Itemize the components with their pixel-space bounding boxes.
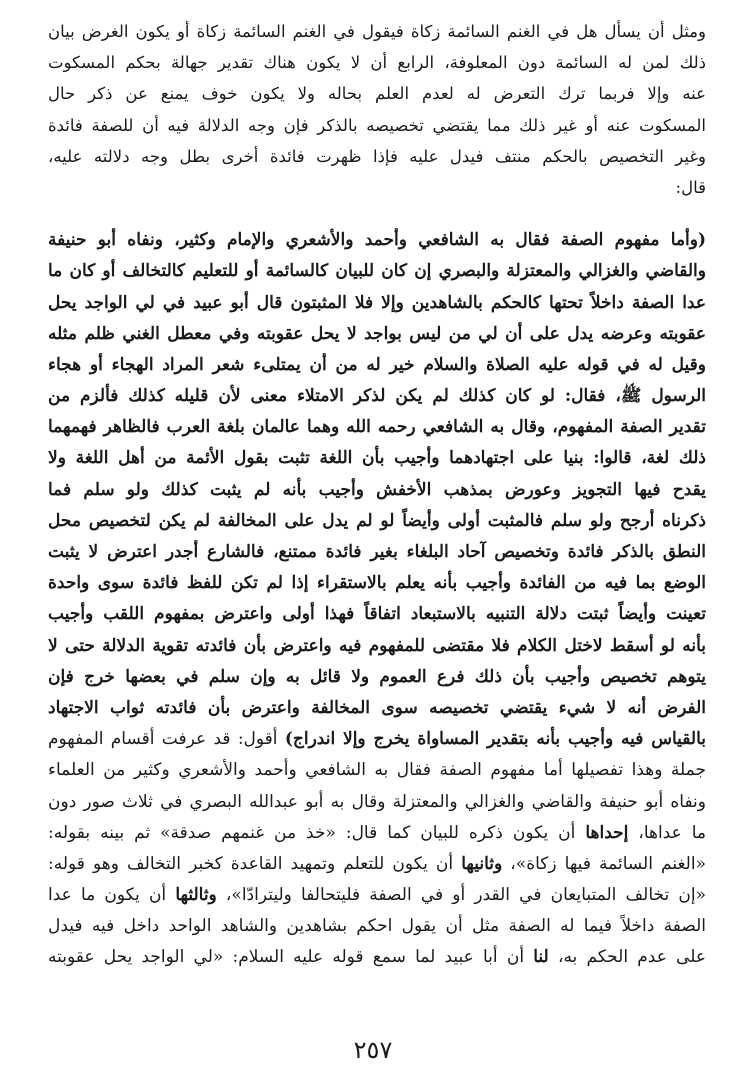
- matn-line: عقوبته وعرضه يدل على أن لي من ليس بواجد لا يحل عقوبته وفي معطل الغني ظلم مثله: [48, 323, 706, 344]
- matn-line: والقاضي والغزالي والمعتزلة والبصري إن كان للبيان كالسائمة أو للتعليم كالتخالف أو كان ما: [48, 261, 706, 282]
- commentary-line: [48, 849, 706, 880]
- commentary-text: أن يكون ذكره للبيان كما قال: «خذ من غنمهم صدقة» ثم بينه بقوله:: [48, 822, 586, 843]
- matn-line: ذكرناه أرجح ولو سلم فالمثبت أولى وأيضاً لو لم يدل على المخالفة لم يكن لتخصيص محل: [48, 510, 706, 531]
- commentary-line: [48, 880, 706, 911]
- page-content: [48, 16, 706, 974]
- commentary-text: أن يكون للتعلم وتمهيد القاعدة كخبر التخالف وهو قوله:: [48, 853, 462, 874]
- matn-line: وقيل له في قوله عليه الصلاة والسلام خير له من أن يمتلىء شعر المراد الهجاء أو هجاء: [48, 354, 706, 375]
- matn-line: يتوهم تخصيص وأجيب بأن ذلك فرع العموم ولا قائل به وإن سلم في بعضها خرج فإن: [48, 666, 706, 687]
- commentary-text: ونفاه أبو حنيفة والقاضي والغزالي والمعتزلة وقال به أبو عبدالله البصري في ثلاث صور دون: [48, 791, 706, 812]
- intro-line: ذلك لمن له السائمة دون المعلوفة، الرابع أن لا يكون هناك تقدير جهالة بحكم المسكوت: [48, 53, 706, 73]
- commentary-keyword: وثانيها: [461, 853, 503, 874]
- matn-line: بأنه لو أسقط لاختل الكلام فلا مقتضى للمفهوم فيه واعترض بأن فائدته تقوية الدلالة حتى لا: [48, 635, 706, 656]
- commentary-text: «إن تخالف المتبايعان في القدر أو في الصفة فليتحالفا وليترادّا»،: [216, 885, 706, 906]
- commentary-text: جملة وهذا تفصيلها أما مفهوم الصفة فقال به الشافعي وأحمد والأشعري وكثير من العلماء: [48, 760, 706, 781]
- commentary-keyword: وثالثها: [175, 885, 217, 906]
- commentary-text: أن أبا عبيد لما سمع قوله عليه السلام: «لي الواجد يحل عقوبته: [48, 947, 534, 968]
- commentary-opening-text: أقول: قد عرفت أقسام المفهوم: [48, 729, 285, 750]
- commentary-text: على عدم الحكم به،: [548, 947, 706, 968]
- matn-closing-text: بالقياس فيه وأجيب بأنه بتقدير المساواة يخرج وإلا اندراج): [284, 729, 706, 750]
- matn-line: عدا الصفة داخلاً تحتها كالحكم بالشاهدين وإلا فلا المثبتون قال أبو عبيد في لي الواجد يحل: [48, 292, 706, 313]
- mixed-line: [48, 724, 706, 755]
- commentary-line: [48, 942, 706, 973]
- intro-line: قال:: [675, 177, 706, 197]
- matn-line: يقدح فيها التجويز وعورض بمذهب الأخفش وأجيب بأنه لم يثبت كذلك ولو سلم فما: [48, 479, 706, 500]
- commentary-text: الصفة داخلاً فيما له الصفة مثل أن يقول احكم بشاهدين والشاهد الواحد داخل فيه فيدل: [48, 916, 706, 937]
- commentary-keyword: لنا: [533, 947, 549, 968]
- intro-line: عنه وإلا فربما ترك التعرض له لعدم العلم بحاله ولا يكون خوف يمنع عن ذكر حال: [48, 84, 706, 104]
- commentary-text: ما عداها،: [628, 822, 706, 843]
- commentary-line: [48, 818, 706, 849]
- commentary-text: أن يكون ما عدا: [48, 885, 176, 906]
- matn-line: الرسول ﷺ، فقال: لو كان كذلك لم يكن لذكر الامتلاء معنى لأن قليله كذلك فألزم من: [48, 386, 706, 407]
- intro-line: ومثل أن يسأل هل في الغنم السائمة زكاة فيقول في الغنم السائمة زكاة أو يكون الغرض بيان: [48, 22, 706, 41]
- intro-line: وغير التخصيص بالحكم منتف فيدل عليه فإذا ظهرت فائدة أخرى بطل وجه دلالته عليه،: [48, 146, 706, 166]
- commentary-line: [48, 911, 706, 942]
- commentary-keyword: إحداها: [585, 822, 629, 843]
- page-number: ٢٥٧: [353, 1036, 393, 1064]
- matn-line: تعينت وأيضاً ثبتت دلالة التنبيه بالاستبعاد اتفاقاً فهذا أولى واعترض بمفهوم اللقب وأجيب: [48, 604, 706, 625]
- matn-line: (وأما مفهوم الصفة فقال به الشافعي وأحمد والأشعري والإمام وكثير، ونفاه أبو حنيفة: [48, 230, 706, 251]
- matn-line: تقدير الصفة المفهوم، وقال به الشافعي رحمه الله وهما عالمان بلغة العرب فالظاهر فهمهما: [48, 417, 706, 438]
- intro-paragraph: [48, 16, 706, 203]
- commentary-text: «الغنم السائمة فيها زكاة»،: [502, 853, 706, 874]
- intro-line: المسكوت عنه أو غير ذلك مما يقتضي تخصيصه بالذكر فإن وجه الدلالة فيه أن للصفة فائدة: [48, 115, 706, 135]
- matn-line: النطق بالذكر فائدة وتخصيص آحاد البلغاء بغير فائدة ممتنع، فالشارع أجدر اعترض لا يثبت: [48, 542, 706, 562]
- matn-line: ذلك لغة، قالوا: بنيا على اجتهادهما وأجيب بأن اللغة تثبت بقول الأئمة من أهل اللغة ولا: [48, 448, 706, 469]
- matn-line: الفرض أنه لا شيء يقتضي تخصيصه سوى المخالفة واعترض بأن فائدته ثواب الاجتهاد: [48, 697, 706, 718]
- commentary-line: [48, 787, 706, 818]
- matn-paragraph: [48, 225, 706, 974]
- matn-line: الوضع بما فيه من الفائدة وأجيب بأنه يعلم بالاستقراء إذا لم تكن للفظ فائدة سوى واحدة: [48, 573, 706, 594]
- commentary-line: [48, 755, 706, 786]
